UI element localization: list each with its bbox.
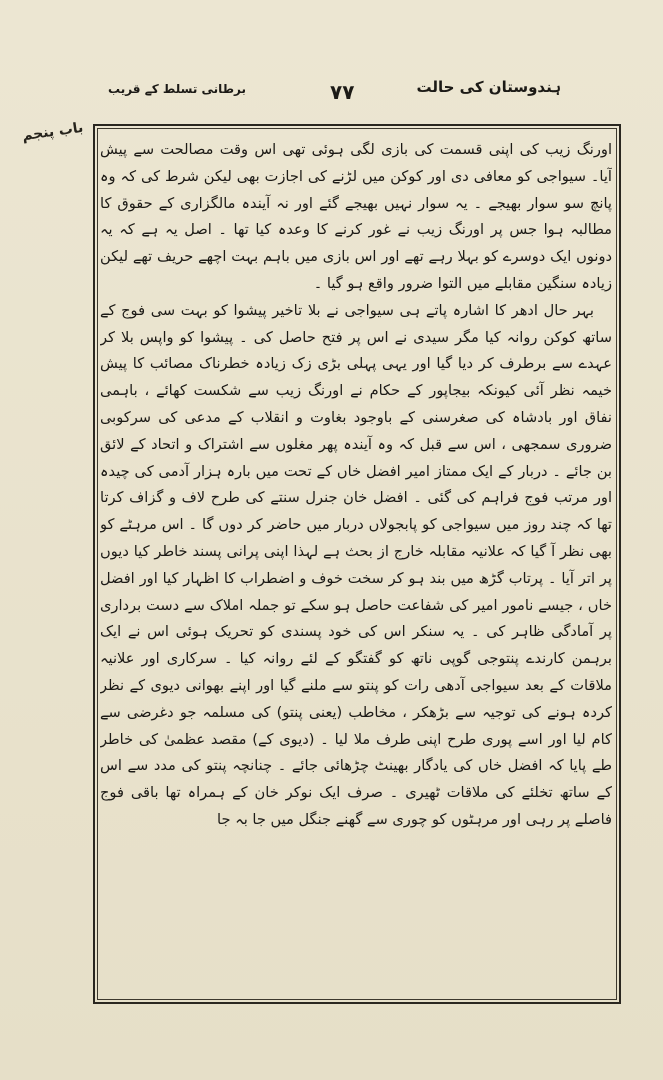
page-number: ۷۷ <box>330 80 355 104</box>
paragraph-2: بہر حال ادھر کا اشارہ پاتے ہی سیواجی نے بلا تاخیر پیشوا کو بہت سی فوج کے ساتھ کوکن روانہ کیا مگر سیدی نے اس پر فتح حاصل کی ۔ پیشوا کو واپس بلا کر عہدے سے برطرف کر دیا گیا اور یہی پہلی بڑی زک زیادہ خطرناک مصائب کا پیش خیمہ نظر آئی کیونکہ بیجاپور کے حکام نے اورنگ زیب سے شکست کھائے ، باہمی نفاق اور بادشاہ کی صغرسنی کے باوجود بغاوت و انقلاب کے مدعی کی سرکوبی ضروری سمجھی ، اس سے قبل کہ وہ آیندہ پھر مغلوں سے اشتراک و اتحاد کے لائق بن جائے ۔ دربار کے ایک ممتاز امیر افضل خاں کے تحت میں بارہ ہزار آدمی کی چیدہ اور مرتب فوج فراہم کی گئی ۔ افضل خان جنرل سنتے کی طرح لاف و گزاف کرتا تھا کہ چند روز میں سیواجی کو پابجولاں دربار میں حاضر کر دوں گا ۔ اس مرہٹے کو بھی نظر آ گیا کہ علانیہ مقابلہ خارج از بحث ہے لہذا اپنی پرانی پسند خاطر کیا دیوں پر اتر آیا ۔ پرتاب گڑھ میں بند ہو کر سخت خوف و اضطراب کا اظہار کیا اور افضل خاں ، جیسے نامور امیر کی شفاعت حاصل ہو سکے تو جملہ املاک سے دست برداری پر آمادگی ظاہر کی ۔ یہ سنکر اس کی خود پسندی کو تحریک ہوئی اس نے ایک برہمن کارندے پنتوجی گوپی ناتھ کو گفتگو کے لئے روانہ کیا ۔ سرکاری اور علانیہ ملاقات کے بعد سیواجی آدھی رات کو پنتو سے ملنے گیا اور اپنے بھوانی دیوی کے نظر کردہ ہونے کی توجیہ سے بڑھکر ، مخاطب (یعنی پنتو) کی مسلمہ جو دغرضی سے کام لیا اور اسے پوری طرح اپنی طرف ملا لیا ۔ (دیوی کے) مقصد عظمیٰ کی خاطر طے پایا کہ افضل خاں کی یادگار بھینٹ چڑھائی جائے ۔ چنانچہ پنتو کی مدد سے اس کے ساتھ تخلئے کی ملاقات ٹھیری ۔ صرف ایک نوکر خان کے ہمراہ تھا باقی فوج فاصلے پر رہی اور مرہٹوں کو چوری سے گھنے جنگل میں جا بہ جا <box>100 301 612 828</box>
running-title-left: برطانی تسلط کے قریب <box>108 82 246 96</box>
handwritten-margin-note: باب پنجم <box>21 119 85 145</box>
running-title-right: ہندوستان کی حالت <box>416 78 561 96</box>
paragraph-1: اورنگ زیب کی اپنی قسمت کی بازی لگی ہوئی تھی اس وقت مصالحت سے پیش آیا۔ سیواجی کو معافی دی اور کوکن میں لڑنے کی اجازت بھی لیکن شرط کی کہ وہ پانچ سو سوار بھیجے ۔ یہ سوار نہیں بھیجے گئے اور نہ آیندہ مالگزاری کے حقوق کا مطالبہ ہوا جس پر اورنگ زیب نے غور کرنے کا وعدہ کیا تھا ۔ اصل یہ ہے کہ یہ دونوں ایک دوسرے کو بہلا رہے تھے اور اس بازی میں باہم بہت اچھے حریف تھے لیکن زیادہ سنگین مقابلے میں التوا ضرور واقع ہو گیا ۔ <box>100 141 612 292</box>
body-text <box>100 137 612 997</box>
